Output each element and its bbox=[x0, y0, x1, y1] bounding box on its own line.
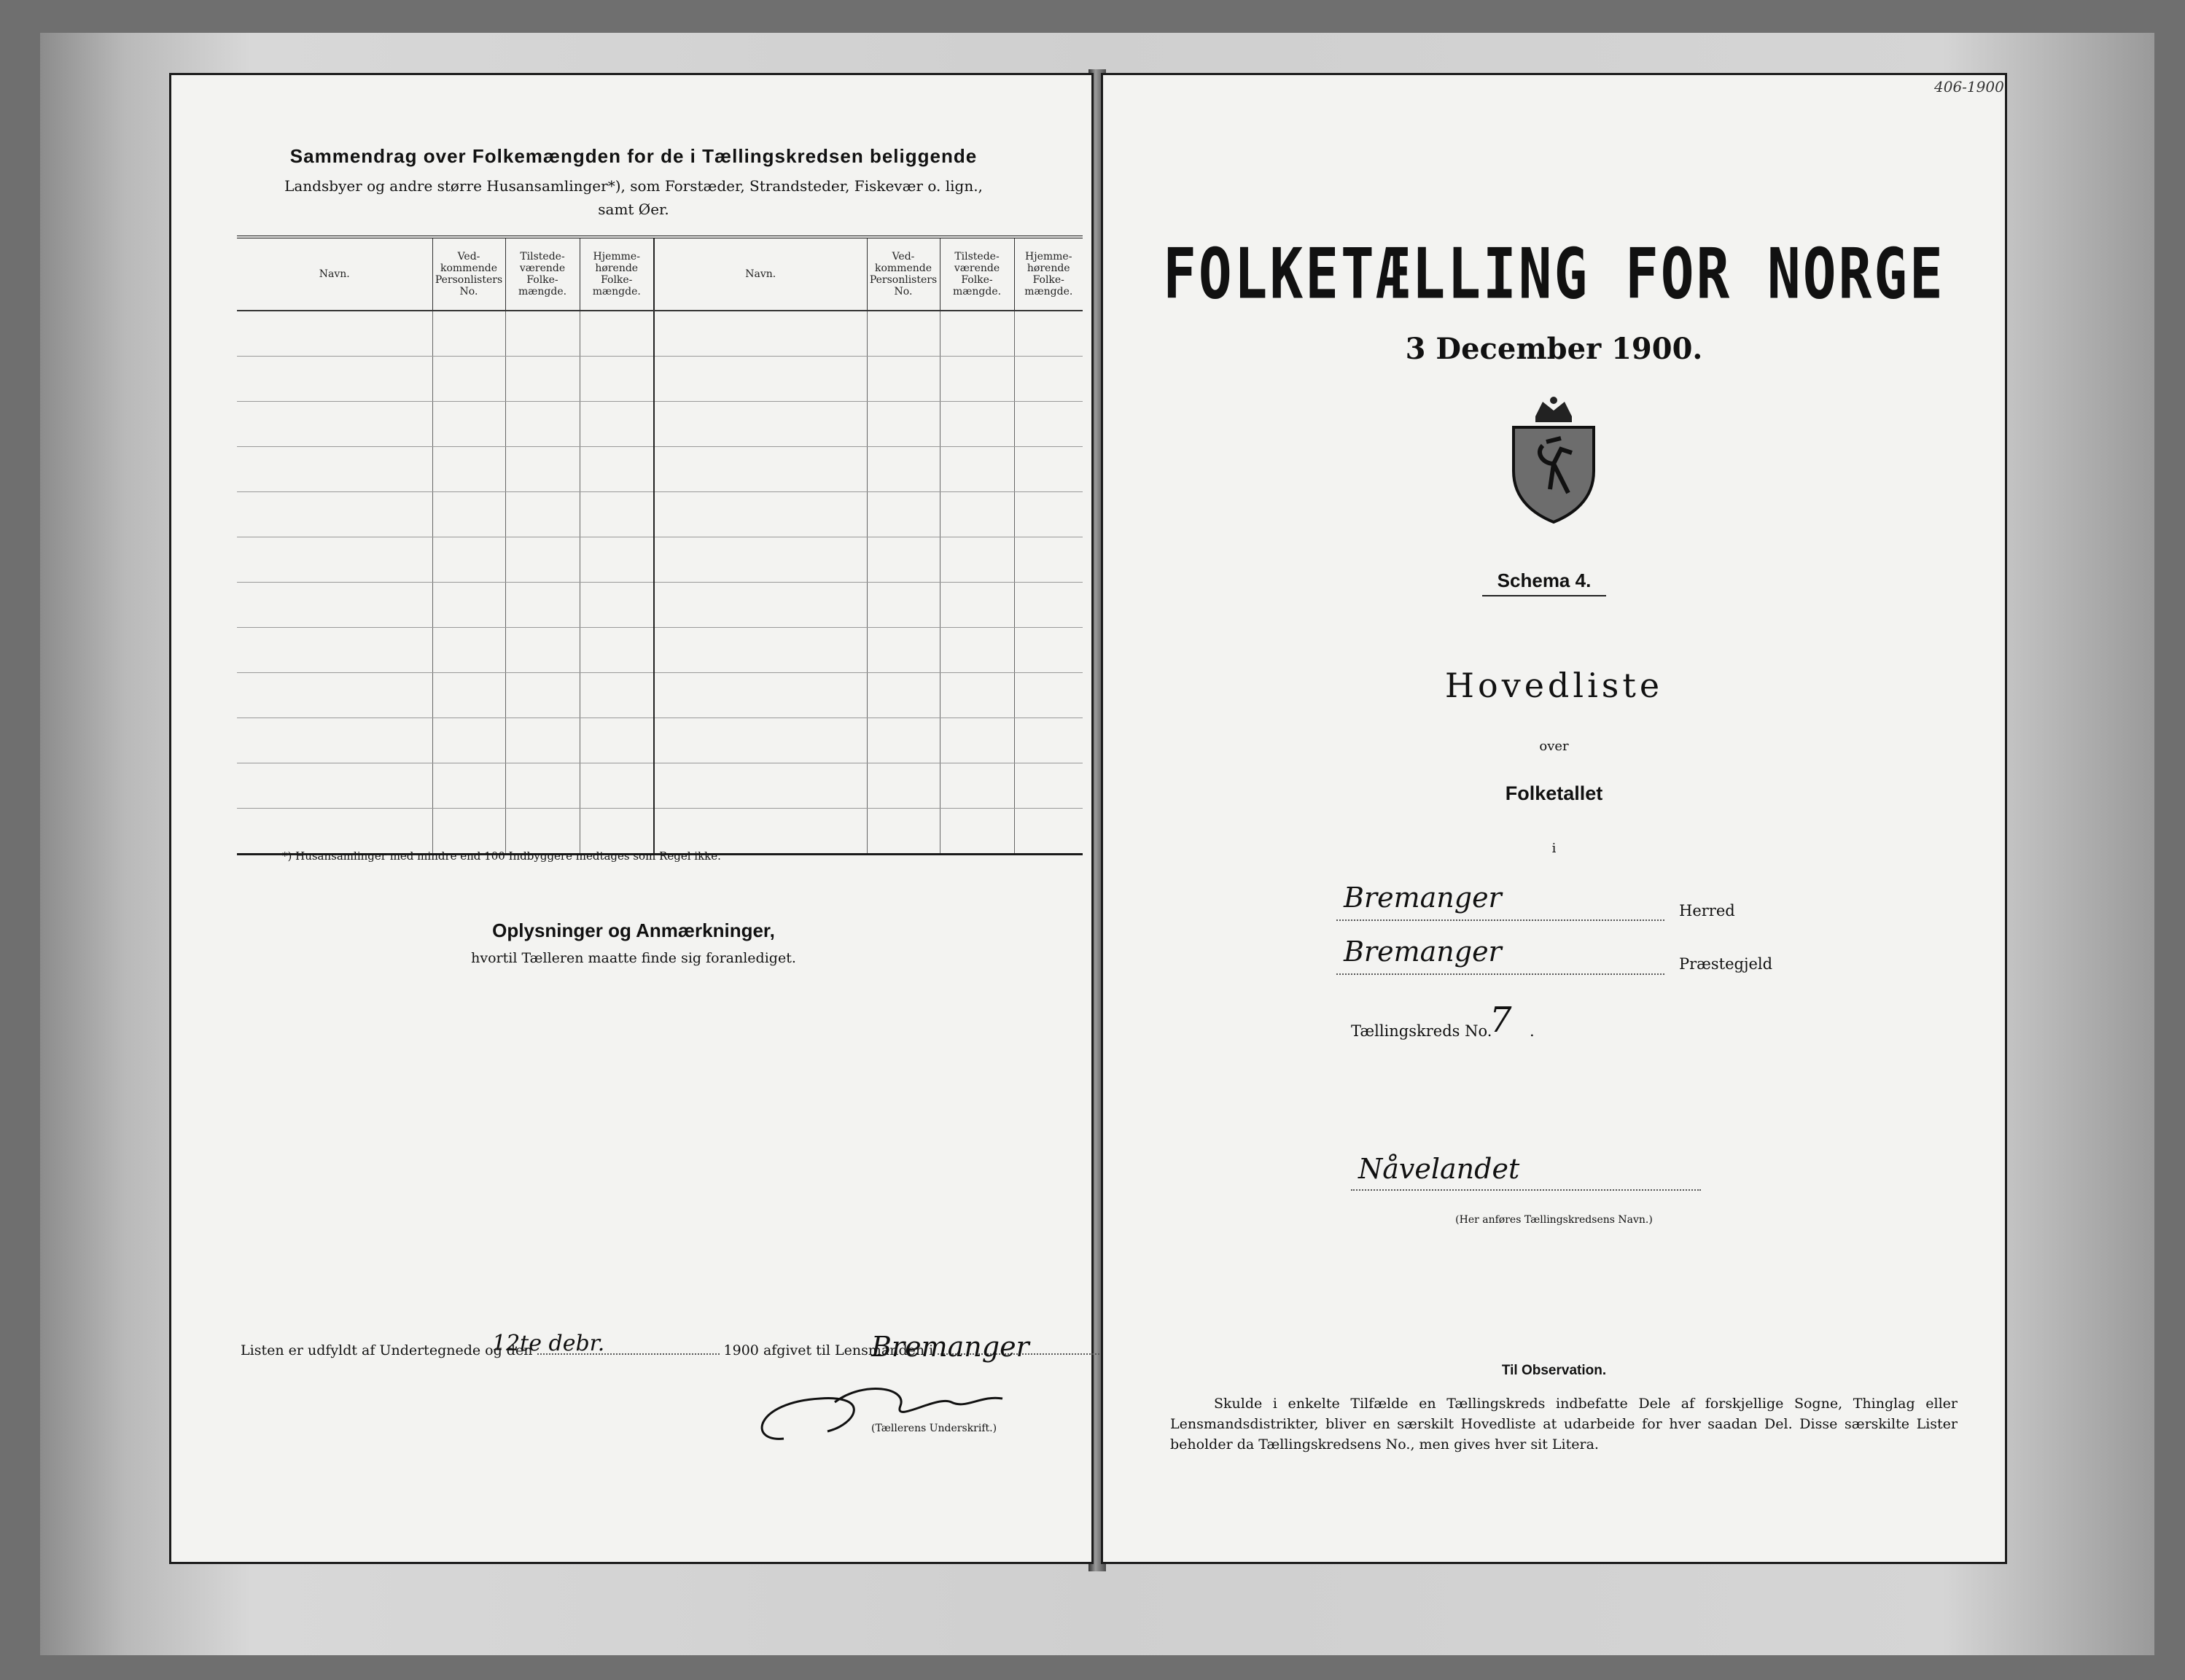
summary-subtitle-2: samt Øer. bbox=[598, 201, 669, 218]
table-row bbox=[237, 311, 1083, 357]
enumerator-signature bbox=[718, 1373, 1024, 1453]
handwritten-lensmand: Bremanger bbox=[871, 1331, 1029, 1363]
oplysninger-title: Oplysninger og Anmærkninger, bbox=[492, 919, 775, 941]
left-page bbox=[169, 73, 1094, 1564]
col-header-personlister: Ved-kommende Personlisters No. bbox=[432, 237, 505, 311]
herred-label: Herred bbox=[1679, 902, 1735, 919]
prestegjeld-label: Præstegjeld bbox=[1679, 955, 1773, 973]
table-row bbox=[237, 537, 1083, 583]
handwritten-date: 12te debr. bbox=[492, 1331, 605, 1356]
col-header-hjemme: Hjemme-hørende Folke-mængde. bbox=[580, 237, 654, 311]
table-row bbox=[237, 447, 1083, 492]
col-header-navn-2: Navn. bbox=[654, 237, 867, 311]
table-header-row bbox=[237, 237, 1083, 311]
summary-table bbox=[237, 236, 1083, 855]
col-header-tilstede-2: Tilstede-værende Folke-mængde. bbox=[940, 237, 1014, 311]
over-label: over bbox=[1539, 739, 1569, 754]
krets-number: 7 bbox=[1489, 1000, 1512, 1041]
krets-label: Tællingskreds No. bbox=[1351, 1022, 1492, 1040]
observation-title: Til Observation. bbox=[1501, 1363, 1607, 1378]
prestegjeld-line bbox=[1336, 973, 1664, 975]
herred-value: Bremanger bbox=[1344, 882, 1502, 914]
census-title: FOLKETÆLLING FOR NORGE bbox=[1163, 233, 1945, 315]
signature-caption: (Tællerens Underskrift.) bbox=[871, 1423, 997, 1434]
table-row bbox=[237, 763, 1083, 809]
col-header-hjemme-2: Hjemme-hørende Folke-mængde. bbox=[1014, 237, 1083, 311]
summary-title: Sammendrag over Folkemængden for de i Tællingskredsen beliggende bbox=[289, 145, 978, 167]
census-date: 3 December 1900. bbox=[1405, 332, 1703, 366]
prestegjeld-value: Bremanger bbox=[1344, 936, 1502, 968]
krets-period: . bbox=[1530, 1022, 1535, 1040]
herred-line bbox=[1336, 919, 1664, 921]
archive-mark: 406-1900 bbox=[1934, 78, 2004, 96]
krets-name-value: Nåvelandet bbox=[1358, 1153, 1520, 1185]
table-row bbox=[237, 673, 1083, 718]
listen-text-1: Listen er udfyldt af Undertegnede og den bbox=[241, 1342, 533, 1358]
table-row bbox=[237, 492, 1083, 537]
krets-name-caption: (Her anføres Tællingskredsens Navn.) bbox=[1455, 1214, 1653, 1226]
table-row bbox=[237, 628, 1083, 673]
hovedliste-heading: Hovedliste bbox=[1444, 666, 1664, 705]
col-header-tilstede: Tilstede-værende Folke-mængde. bbox=[505, 237, 580, 311]
table-footnote: *) Husansamlinger med mindre end 100 Indbyggere medtages som Regel ikke. bbox=[282, 849, 721, 863]
folketallet-heading: Folketallet bbox=[1505, 782, 1603, 804]
i-label: i bbox=[1551, 841, 1557, 856]
summary-subtitle: Landsbyer og andre større Husansamlinger*), som Forstæder, Strandsteder, Fiskevær o. lign., bbox=[284, 177, 983, 195]
table-row bbox=[237, 583, 1083, 628]
schema-label: Schema 4. bbox=[1482, 569, 1606, 596]
col-header-personlister-2: Ved-kommende Personlisters No. bbox=[867, 237, 940, 311]
oplysninger-subtitle: hvortil Tælleren maatte finde sig foranlediget. bbox=[471, 950, 796, 966]
krets-name-line bbox=[1351, 1189, 1701, 1191]
observation-text: Skulde i enkelte Tilfælde en Tællingskreds indbefatte Dele af forskjellige Sogne, Thinglag eller Lensmandsdistrikter, bliver en særskilt Hovedliste at udarbeide for hver saadan Del. Disse særskilte Lister beholder da Tællingskredsens No., men gives hver sit Litera. bbox=[1170, 1396, 1958, 1452]
table-row bbox=[237, 357, 1083, 402]
listen-text-2: 1900 afgivet til Lensmanden i bbox=[723, 1342, 934, 1358]
table-row bbox=[237, 718, 1083, 763]
coat-of-arms-icon bbox=[1492, 394, 1616, 526]
col-header-navn: Navn. bbox=[237, 237, 432, 311]
table-row bbox=[237, 402, 1083, 447]
right-page bbox=[1101, 73, 2007, 1564]
table-row bbox=[237, 809, 1083, 855]
